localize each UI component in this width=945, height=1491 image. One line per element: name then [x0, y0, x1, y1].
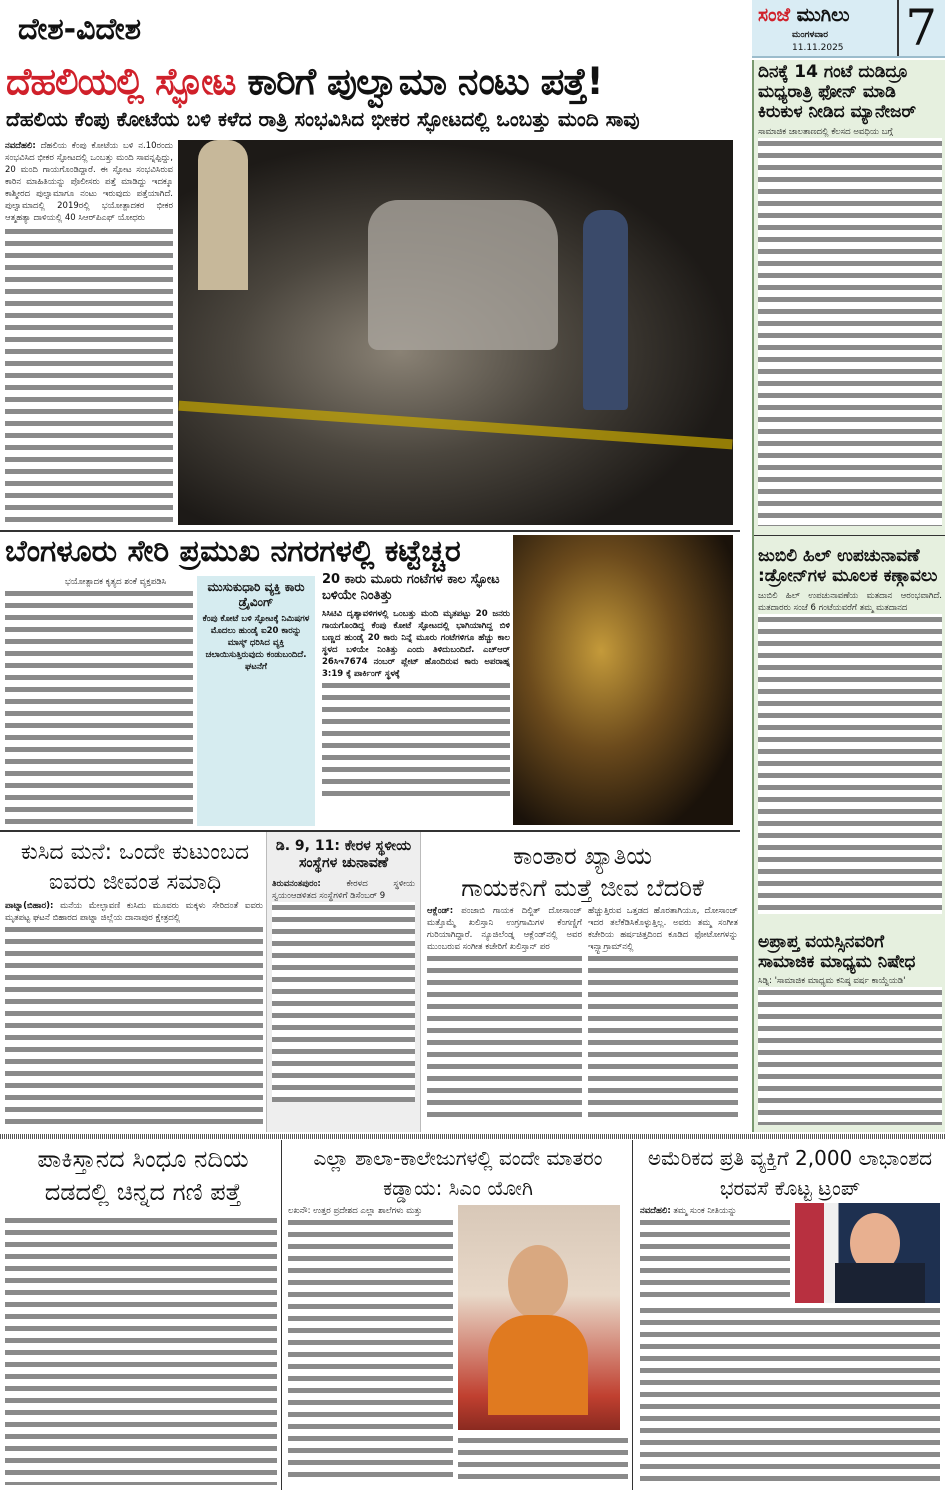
sidebar-story-3-headline: ಅಪ್ರಾಪ್ತ ವಯಸ್ಸಿನವರಿಗೆ ಸಾಮಾಜಿಕ ಮಾಧ್ಯಮ ನಿಷೇಧ	[758, 932, 916, 972]
page-number: 7	[897, 0, 937, 56]
kerala-box	[266, 832, 421, 1132]
yogi-body: ಲಖನೌ: ಉತ್ತರ ಪ್ರದೇಶದ ಎಲ್ಲಾ ಶಾಲೆಗಳು ಮತ್ತು	[288, 1205, 453, 1485]
pakistan-gold-headline: ಪಾಕಿಸ್ತಾನದ ಸಿಂಧೂ ನದಿಯ ದಡದಲ್ಲಿ ಚಿನ್ನದ ಗಣಿ ಪತ್ತೆ	[37, 1145, 249, 1206]
trump-headline: ಅಮೆರಿಕದ ಪ್ರತಿ ವ್ಯಕ್ತಿಗೆ 2,000 ಲಾಭಾಂಶದ ಭರವಸೆ ಕೊಟ್ಟ ಟ್ರಂಪ್	[647, 1146, 933, 1200]
masthead-logo: ಸಂಜೆ ಮುಗಿಲು	[758, 4, 850, 26]
masthead	[752, 0, 945, 58]
bengaluru-headline: ಬೆಂಗಳೂರು ಸೇರಿ ಪ್ರಮುಖ ನಗರಗಳಲ್ಲಿ ಕಟ್ಟೆಚ್ಚರ	[5, 534, 461, 569]
trump-photo	[795, 1203, 940, 1303]
kerala-body: ತಿರುವನಂತಪುರಂ: ಕೇರಳದ ಸ್ಥಳೀಯ ಸ್ವಯಂಆಡಳಿತದ ಸಂಸ್ಥೆಗಳಿಗೆ ಡಿಸೆಂಬರ್ 9	[267, 878, 420, 1103]
sidebar-story-1-headline: ದಿನಕ್ಕೆ 14 ಗಂಟೆ ದುಡಿದ್ರೂ ಮಧ್ಯರಾತ್ರಿ ಫೋನ್ ಮಾಡಿ ಕಿರುಕುಳ ನೀಡಿದ ಮ್ಯಾನೇಜರ್	[758, 62, 916, 122]
kerala-headline: ಡಿ. 9, 11: ಕೇರಳ ಸ್ಥಳೀಯ ಸಂಸ್ಥೆಗಳ ಚುನಾವಣೆ	[275, 838, 412, 871]
house-collapse-headline: ಕುಸಿದ ಮನೆ: ಒಂದೇ ಕುಟುಂಬದ ಐವರು ಜೀವಂತ ಸಮಾಧಿ	[20, 840, 250, 895]
sidebar	[752, 60, 945, 1132]
bengaluru-body: ಭಯೋತ್ಪಾದಕ ಕೃತ್ಯದ ಶಂಕೆ ವ್ಯಕ್ತಪಡಿಸಿ	[5, 576, 193, 826]
car-headline: 20 ಕಾರು ಮೂರು ಗಂಟೆಗಳ ಕಾಲ ಸ್ಫೋಟ ಬಳಿಯೇ ನಿಂತಿತ್ತು	[322, 572, 500, 603]
masthead-day: ಮಂಗಳವಾರ	[792, 30, 829, 40]
kantara-body-col2: ಹೆಚ್ಚುತ್ತಿರುವ ಒತ್ತಡದ ಹೊರತಾಗಿಯೂ, ದೋಸಾಂಜ್ ಇದರ ತಲೆಕೆಡಿಸಿಕೊಳ್ಳುತ್ತಿಲ್ಲ. ಅವರು ತಮ್ಮ ಸಂಗೀತ ಕಚೇರಿಯ ಹರ್ಷಚಿತ್ತದಿಂದ ಕೂಡಿದ ಫೋಟೋಗಳನ್ನು ಇನ್ಸ್ಟಾಗ್ರಾಮ್‌ನಲ್ಲಿ	[588, 905, 738, 1130]
yogi-photo	[458, 1205, 620, 1430]
masked-driver-box	[197, 576, 315, 826]
yogi-headline: ಎಲ್ಲಾ ಶಾಲಾ-ಕಾಲೇಜುಗಳಲ್ಲಿ ವಂದೇ ಮಾತರಂ ಕಡ್ಡಾಯ: ಸಿಎಂ ಯೋಗಿ	[313, 1146, 603, 1200]
masked-driver-body: ಕೆಂಪು ಕೋಟೆ ಬಳಿ ಸ್ಫೋಟಕ್ಕೆ ನಿಮಿಷಗಳ ಮೊದಲು ಹುಂಡೈ ಐ20 ಕಾರನ್ನು ಮಾಸ್ಕ್ ಧರಿಸಿದ ವ್ಯಕ್ತಿ ಚಲಾಯಿಸುತ್ತಿರುವುದು ಕಂಡುಬಂದಿದೆ. ಘಟನೆಗೆ	[202, 614, 310, 672]
kantara-headline: ಕಾಂತಾರ ಖ್ಯಾತಿಯ ಗಾಯಕನಿಗೆ ಮತ್ತೆ ಜೀವ ಬೆದರಿಕೆ	[461, 842, 704, 902]
kantara-body-col1: ಆಕ್ಲೆಂಡ್: ಪಂಜಾಬಿ ಗಾಯಕ ದಿಲ್ಜಿತ್ ದೋಸಾಂಜ್ ಮತ್ತೊಮ್ಮೆ ಖಲಿಸ್ತಾನಿ ಉಗ್ರಗಾಮಿಗಳ ಕೆಂಗಣ್ಣಿಗೆ ಗುರಿಯಾಗಿದ್ದಾರೆ. ನ್ಯೂಜಿಲೆಂಡ್ನ ಆಕ್ಲೆಂಡ್‌ನಲ್ಲಿ ಅವರ ಮುಂಬರುವ ಸಂಗೀತ ಕಚೇರಿಗೆ ಖಲಿಸ್ತಾನ್ ಪರ	[427, 905, 582, 1130]
blast-scene-photo	[178, 140, 733, 525]
sidebar-story-1-body: ಸಾಮಾಜಿಕ ಜಾಲತಾಣದಲ್ಲಿ ಕೆಲಸದ ಅವಧಿಯ ಬಗ್ಗೆ	[758, 126, 942, 526]
lead-headline: ದೆಹಲಿಯಲ್ಲಿ ಸ್ಫೋಟ ಕಾರಿಗೆ ಪುಲ್ವಾಮಾ ನಂಟು ಪತ್ತೆ!	[6, 60, 603, 103]
trump-body: ನವದೆಹಲಿ: ತಮ್ಮ ಸುಂಕ ನೀತಿಯನ್ನು	[640, 1205, 790, 1300]
section-title: ದೇಶ-ವಿದೇಶ	[18, 12, 142, 47]
masked-driver-headline: ಮುಸುಕುಧಾರಿ ವ್ಯಕ್ತಿ ಕಾರು ಡ್ರೈವಿಂಗ್	[207, 580, 305, 609]
lead-body: ನವದೆಹಲಿ: ದೆಹಲಿಯ ಕೆಂಪು ಕೋಟೆಯ ಬಳಿ ನ.10ರಂದು ಸಂಭವಿಸಿದ ಭೀಕರ ಸ್ಫೋಟದಲ್ಲಿ ಒಂಬತ್ತು ಮಂದಿ ಸಾವನ್ನಪ್ಪಿದ್ದು, 20 ಮಂದಿ ಗಾಯಗೊಂಡಿದ್ದಾರೆ. ಈ ಸ್ಫೋಟ ಸಂಭವಿಸಿರುವ ಕಾರಿನ ಮಾಹಿತಿಯನ್ನು ಪೊಲೀಸರು ಪತ್ತೆ ಮಾಡಿದ್ದು ಇದಕ್ಕೂ ಕಾಶ್ಮೀರದ ಪುಲ್ವಾಮಾಗೂ ನಂಟು ಇರುವುದು ಪತ್ತೆಯಾಗಿದೆ. ಪುಲ್ವಾಮಾದಲ್ಲಿ 2019ರಲ್ಲಿ ಭಯೋತ್ಪಾದಕರ ಭೀಕರ ಆತ್ಮಹತ್ಯಾ ದಾಳಿಯಲ್ಲಿ 40 ಸಿಆರ್‌ಪಿಎಫ್ ಯೋಧರು	[5, 140, 173, 525]
lead-subhead: ದೆಹಲಿಯ ಕೆಂಪು ಕೋಟೆಯ ಬಳಿ ಕಳೆದ ರಾತ್ರಿ ಸಂಭವಿಸಿದ ಭೀಕರ ಸ್ಫೋಟದಲ್ಲಿ ಒಂಬತ್ತು ಮಂದಿ ಸಾವು	[6, 107, 640, 131]
masthead-date: 11.11.2025	[792, 43, 844, 53]
sidebar-story-3-body: ಸಿಡ್ನಿ: 'ಸಾಮಾಜಿಕ ಮಾಧ್ಯಮ ಕನಿಷ್ಠ ವರ್ಷ ಕಾಯ್ದೆಯಡಿ'	[758, 975, 942, 1125]
house-collapse-body: ಪಾಟ್ನಾ(ಬಿಹಾರ): ಮನೆಯ ಮೇಲ್ಛಾವಣಿ ಕುಸಿದು ಮೂವರು ಮಕ್ಕಳು ಸೇರಿದಂತೆ ಐವರು ಮೃತಪಟ್ಟ ಘಟನೆ ಬಿಹಾರದ ಪಾಟ್ನಾ ಜಿಲ್ಲೆಯ ದಾನಾಪುರ ಕ್ಷೇತ್ರದಲ್ಲಿ	[5, 900, 263, 1130]
blast-night-photo	[513, 535, 733, 825]
sidebar-story-2-headline: ಜುಬಿಲಿ ಹಿಲ್ ಉಪಚುನಾವಣೆ :ಡ್ರೋನ್‌ಗಳ ಮೂಲಕ ಕಣ್ಗಾವಲು	[758, 546, 938, 586]
car-body: ಸಿಸಿಟಿವಿ ದೃಶ್ಯಾವಳಿಗಳಲ್ಲಿ ಒಂಬತ್ತು ಮಂದಿ ಮೃತಪಟ್ಟು 20 ಜನರು ಗಾಯಗೊಂಡಿದ್ದ ಕೆಂಪು ಕೋಟೆ ಸ್ಫೋಟದಲ್ಲಿ ಭಾಗಿಯಾಗಿದ್ದ ಬಿಳಿ ಬಣ್ಣದ ಹುಂಡೈ 20 ಕಾರು ನಿನ್ನೆ ಮೂರು ಗಂಟೆಗಳಿಗೂ ಹೆಚ್ಚು ಕಾಲ ಸ್ಥಳದ ಬಳಿಯೇ ನಿಂತಿತ್ತು ಎಂದು ತಿಳಿದುಬಂದಿದೆ. ಎಚ್‌ಆರ್ 26ಸಿಇ7674 ನಂಬರ್ ಪ್ಲೇಟ್ ಹೊಂದಿರುವ ಕಾರು ಅಪರಾಹ್ನ 3:19 ಕ್ಕೆ ಪಾರ್ಕಿಂಗ್ ಸ್ಥಳಕ್ಕೆ	[322, 608, 510, 826]
sidebar-story-2-body: ಜುಬಿಲಿ ಹಿಲ್ ಉಪಚುನಾವಣೆಯ ಮತದಾನ ಆರಂಭವಾಗಿದೆ. ಮತದಾರರು ಸಂಜೆ 6 ಗಂಟೆಯವರೆಗೆ ತಮ್ಮ ಮತದಾನದ	[758, 590, 942, 915]
pakistan-gold-body	[5, 1215, 277, 1485]
